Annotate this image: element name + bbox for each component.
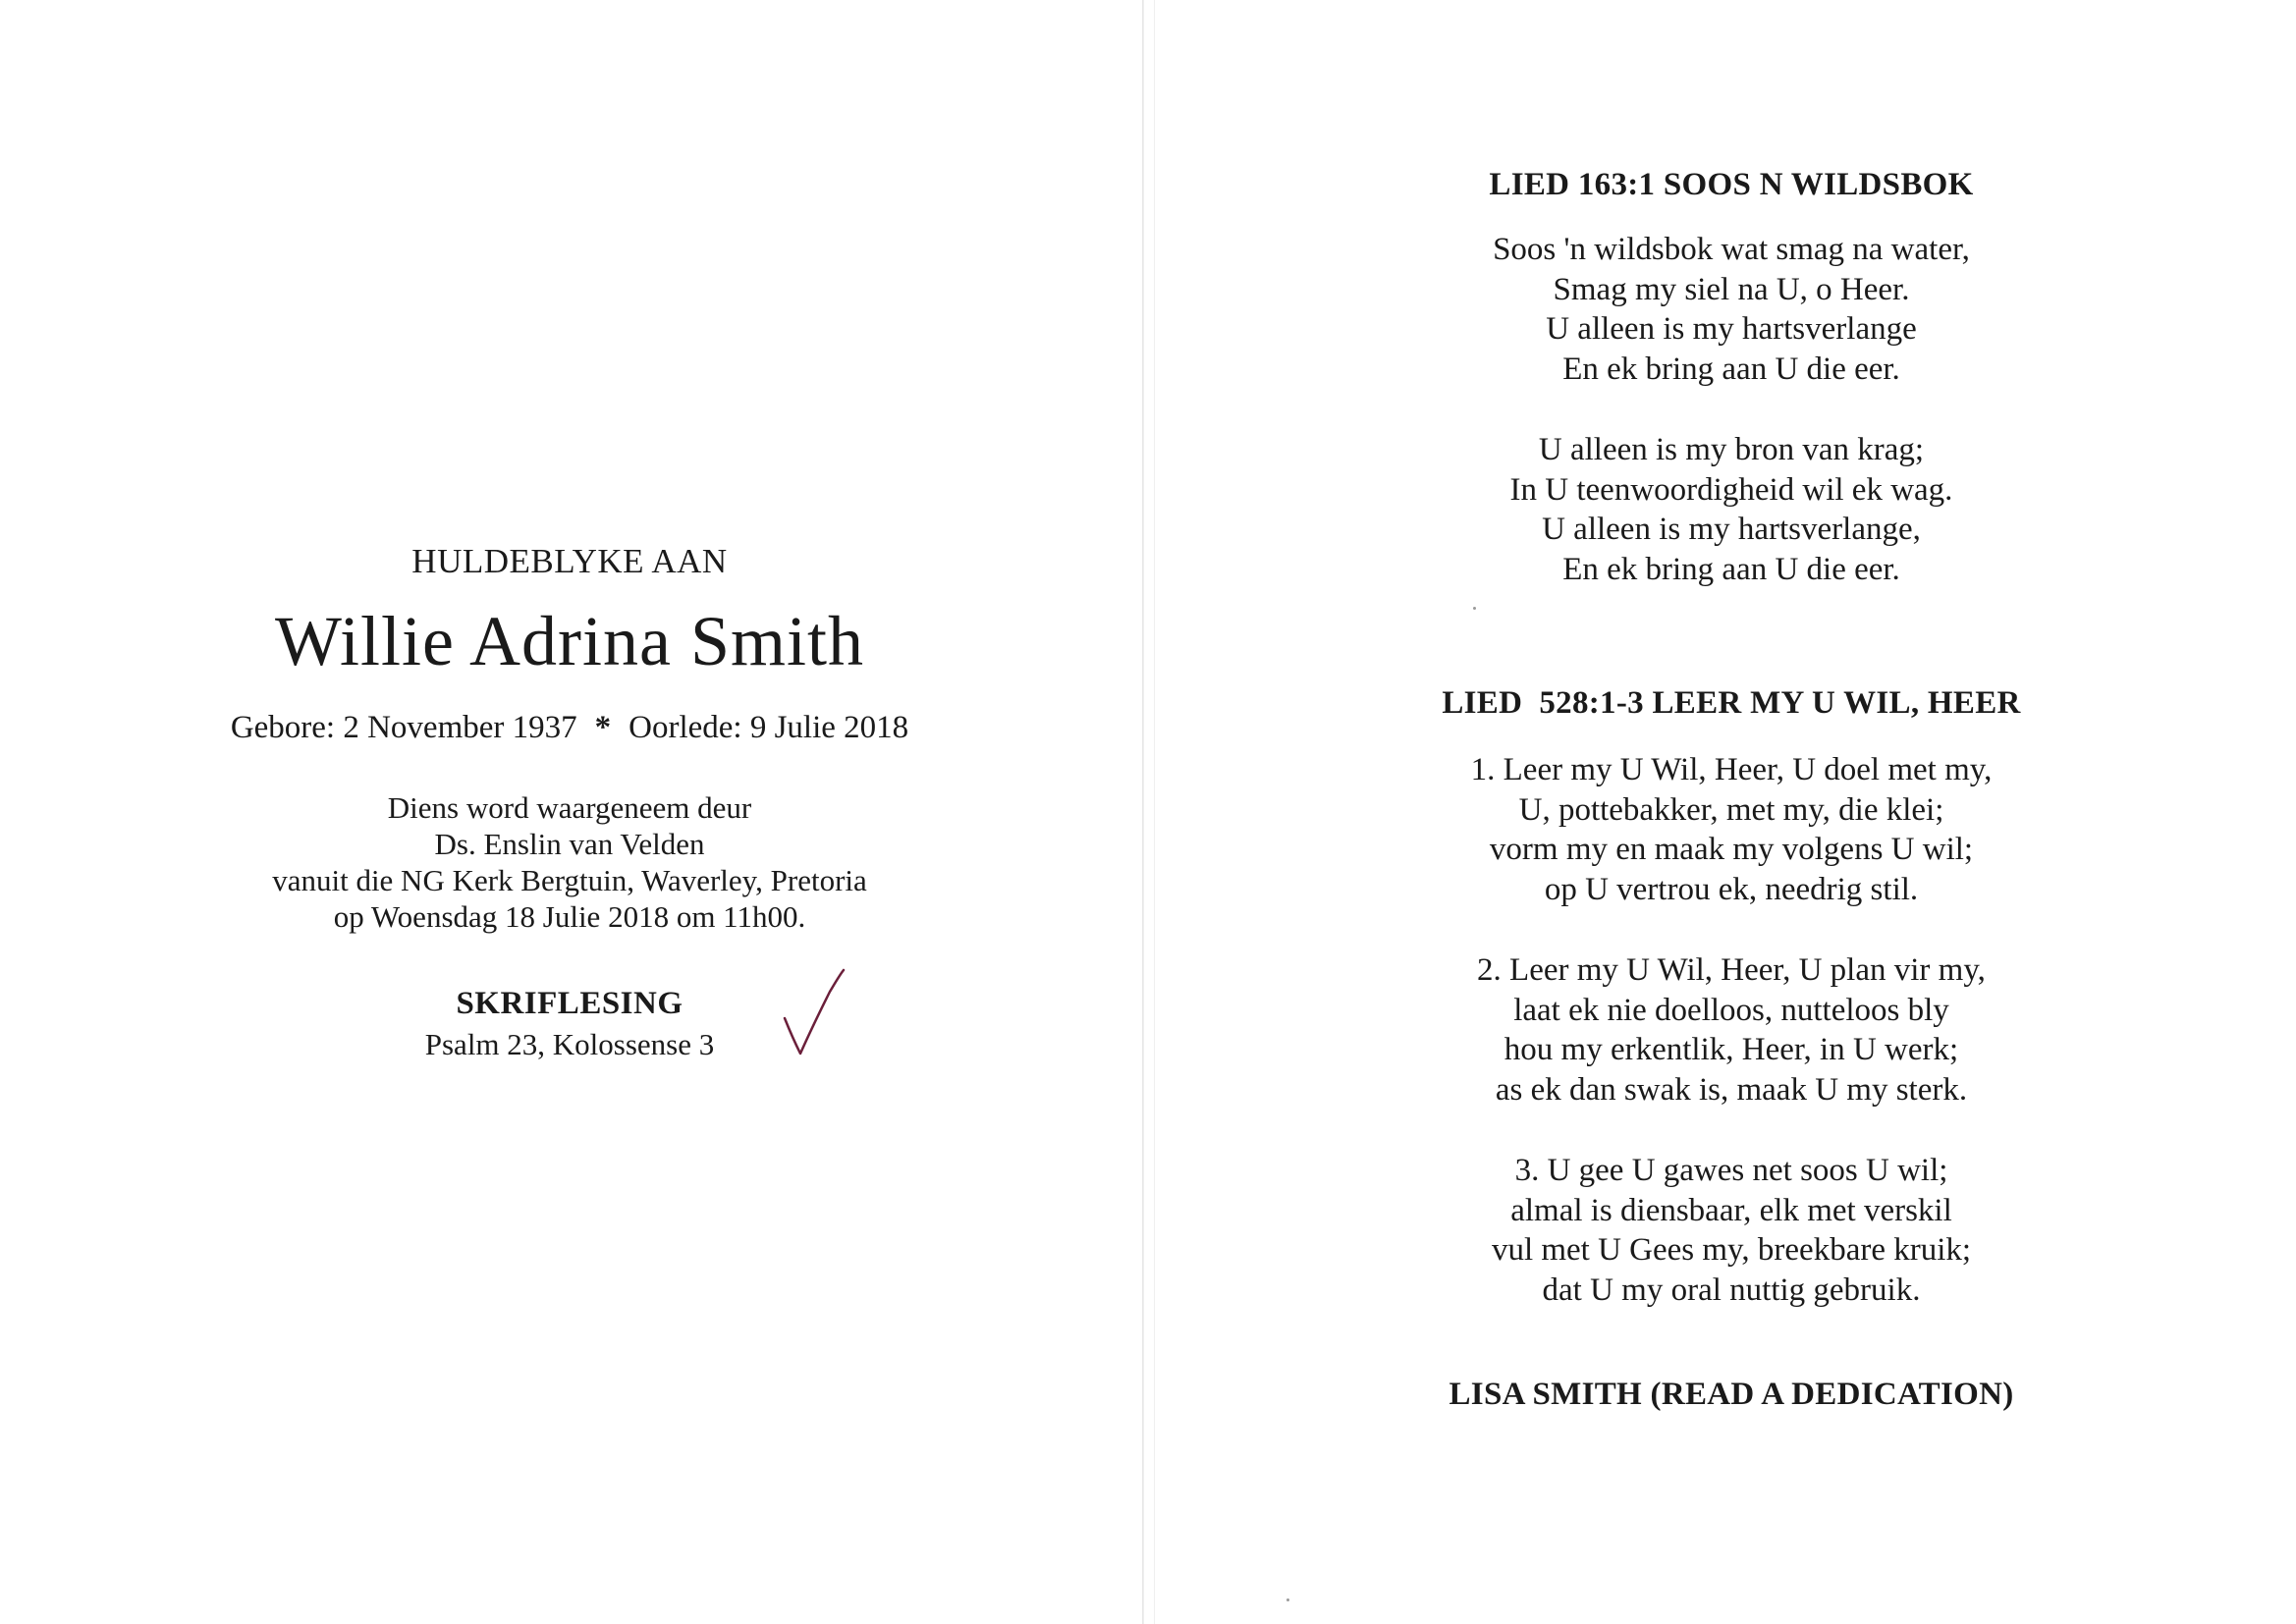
lyric-line: U alleen is my hartsverlange,: [1542, 512, 1921, 547]
lyric-line: U alleen is my bron van krag;: [1538, 432, 1925, 467]
deceased-name: Willie Adrina Smith: [274, 602, 865, 680]
hymn2-verse: [1142, 1151, 2296, 1310]
lyric-line: En ek bring aan U die eer.: [1562, 551, 1900, 587]
lyric-line: 1. Leer my U Wil, Heer, U doel met my,: [1470, 752, 1993, 787]
lyric-line: dat U my oral nuttig gebruik.: [1542, 1272, 1921, 1308]
lyric-line: 3. U gee U gawes net soos U wil;: [1514, 1153, 1948, 1188]
tribute-heading: HULDEBLYKE AAN: [411, 542, 728, 580]
lyric-line: hou my erkentlik, Heer, in U werk;: [1503, 1032, 1959, 1067]
lyric-line: Soos 'n wildsbok wat smag na water,: [1493, 232, 1970, 267]
lyric-line: Smag my siel na U, o Heer.: [1553, 271, 1910, 307]
hymn1-stanza: [1142, 430, 2296, 589]
paper-speck: [1473, 607, 1476, 610]
birth-date: Gebore: 2 November 1937: [230, 710, 577, 745]
hymn1-title: LIED 163:1 SOOS N WILDSBOK: [1489, 167, 1974, 202]
scripture-reading-text: Psalm 23, Kolossense 3: [424, 1027, 715, 1061]
service-line: Ds. Enslin van Velden: [434, 827, 705, 861]
hymn2-title: LIED 528:1-3 LEER MY U WIL, HEER: [1442, 685, 2021, 721]
lyric-line: In U teenwoordigheid wil ek wag.: [1509, 471, 1953, 508]
hymn2-verse: [1142, 750, 2296, 909]
lyric-line: almal is diensbaar, elk met verskil: [1510, 1192, 1952, 1228]
scripture-reading-heading: SKRIFLESING: [456, 986, 683, 1021]
service-line: vanuit die NG Kerk Bergtuin, Waverley, Pretoria: [272, 863, 867, 897]
dedication-line: LISA SMITH (READ A DEDICATION): [1449, 1377, 2014, 1412]
lyric-line: En ek bring aan U die eer.: [1562, 351, 1900, 387]
lyric-line: 2. Leer my U Wil, Heer, U plan vir my,: [1477, 952, 1986, 988]
lyric-line: laat ek nie doelloos, nutteloos bly: [1513, 992, 1949, 1028]
hymn2-verse: [1142, 950, 2296, 1110]
paper-speck: [1286, 1598, 1289, 1601]
lyric-line: op U vertrou ek, needrig stil.: [1544, 871, 1919, 907]
lyric-line: U, pottebakker, met my, die klei;: [1518, 791, 1944, 828]
date-separator: *: [594, 710, 612, 745]
hymn1-stanza: [1142, 230, 2296, 389]
service-line: op Woensdag 18 Julie 2018 om 11h00.: [333, 899, 806, 934]
lyric-line: vorm my en maak my volgens U wil;: [1489, 832, 1974, 867]
lyric-line: vul met U Gees my, breekbare kruik;: [1491, 1232, 1972, 1268]
lyric-line: U alleen is my hartsverlange: [1546, 311, 1917, 347]
death-date: Oorlede: 9 Julie 2018: [629, 710, 909, 745]
lyric-line: as ek dan swak is, maak U my sterk.: [1495, 1071, 1968, 1108]
service-line: Diens word waargeneem deur: [387, 790, 752, 825]
